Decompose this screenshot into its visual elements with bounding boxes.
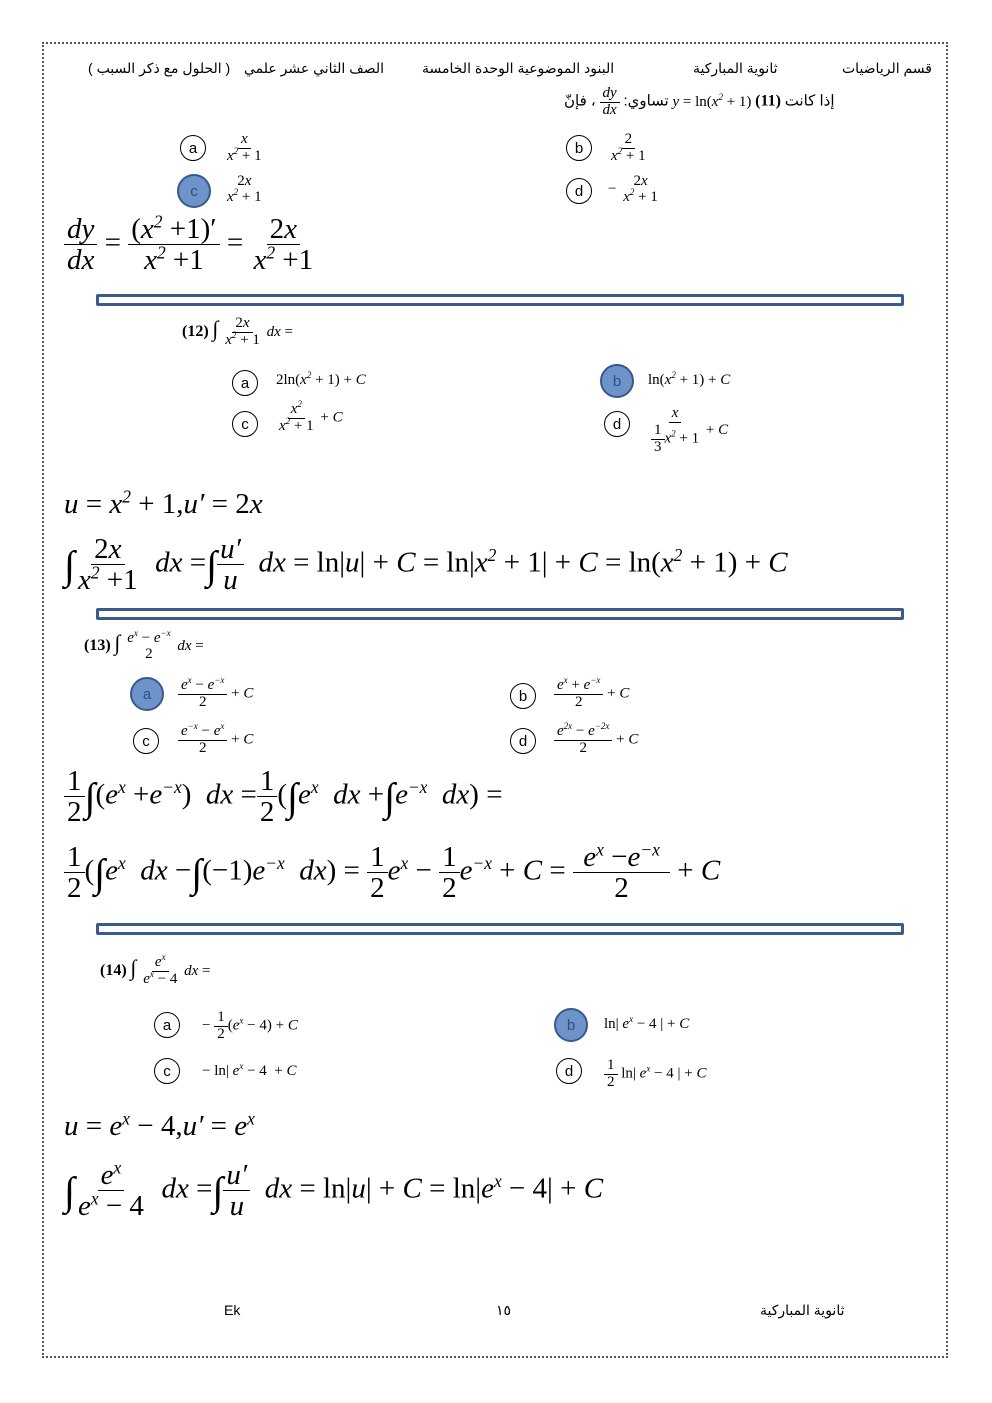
q11-option-d[interactable]: d bbox=[566, 178, 592, 204]
q12-option-d[interactable]: d bbox=[604, 411, 630, 437]
q12-number: (12) bbox=[182, 323, 209, 340]
q11-option-a[interactable]: a bbox=[180, 135, 206, 161]
separator-2 bbox=[96, 608, 904, 620]
q12-option-b-selected[interactable]: b bbox=[600, 364, 634, 398]
q13-option-c-text: $\frac{e^{-x} - e^x}{2}$ + C bbox=[178, 724, 253, 757]
q11-option-d-text: − 2x $x^2 + 1$ bbox=[608, 173, 658, 205]
q12-option-d-text: x $\frac{1}{3}$ $x^2 + 1$ + C bbox=[648, 406, 728, 455]
q14-option-d[interactable]: d bbox=[556, 1058, 582, 1084]
q11-option-b[interactable]: b bbox=[566, 135, 592, 161]
q12-option-a-text: $2\ln(x^2 + 1) + C$ bbox=[276, 370, 366, 388]
q12-option-c-text: $\frac{x^2}{x^2 + 1}$ + C bbox=[279, 399, 343, 434]
header-school: ثانوية المباركية bbox=[693, 60, 778, 76]
q14-option-d-text: $\frac{1}{2}$ ln| $e^x - 4$ | + C bbox=[604, 1058, 707, 1091]
q11-stem-text: إذا كانت bbox=[784, 92, 835, 110]
q12-option-a[interactable]: a bbox=[232, 370, 258, 396]
q14-option-c-text: − ln| $e^x - 4 + C$ bbox=[202, 1061, 297, 1079]
q11-option-a-text: $\frac{x}{x^2 + 1}$ bbox=[227, 131, 262, 164]
q13-solution-line1: $\frac{1}{2}$ $\int(e^x +e^{-x})$ dx = $\frac{1}{2}$ ($\int e^x$ dx $+\int e^{-x}$ dx) = bbox=[64, 766, 503, 828]
q11-stem-then: ، فإنّ bbox=[564, 92, 596, 110]
header-grade: الصف الثاني عشر علمي bbox=[244, 60, 384, 76]
q12-solution-u: $u = x^2 + 1,u' = 2x$ bbox=[64, 486, 263, 520]
footer-left: Ek bbox=[224, 1302, 241, 1318]
q11-option-b-text: $\frac{2}{x^2 + 1}$ bbox=[611, 131, 646, 164]
q12-solution-integral: ∫ $\frac{2x}{x^2 +1}$ dx =∫ $\frac{u'}{u}$ dx = $\ln|u| + C = \ln|x^2 + 1| + C = \ln(x^2 + 1) + C$ bbox=[64, 533, 788, 597]
q11-stem: تساوي: $\frac{dy}{dx}$ ، فإنّ $y = \ln(x^2 + 1)$ إذا كانت (11) bbox=[564, 85, 835, 118]
q11-stem-equals: تساوي: bbox=[623, 92, 669, 110]
header-note: ( الحلول مع ذكر السبب ) bbox=[88, 60, 231, 76]
q14-option-b-text: ln| $e^x - 4$ | + C bbox=[604, 1014, 690, 1032]
q13-option-b-text: $\frac{e^x + e^{-x}}{2}$ + C bbox=[554, 678, 629, 711]
q13-option-d[interactable]: d bbox=[510, 728, 536, 754]
q14-stem: (14) ∫ $\frac{e^x}{e^x - 4}$ dx = bbox=[100, 952, 211, 988]
q11-number: (11) bbox=[755, 92, 781, 110]
q13-option-c[interactable]: c bbox=[133, 728, 159, 754]
q13-number: (13) bbox=[84, 637, 111, 654]
q14-option-a-text: − $\frac{1}{2}$ $(e^x - 4) + C$ bbox=[202, 1009, 298, 1042]
header-unit: البنود الموضوعية الوحدة الخامسة bbox=[422, 60, 615, 76]
footer-school: ثانوية المباركية bbox=[760, 1302, 845, 1318]
q13-option-d-text: $\frac{e^{2x} - e^{-2x}}{2}$ + C bbox=[554, 724, 638, 757]
q11-option-c-text: 2x $x^2 + 1$ bbox=[227, 173, 262, 205]
q14-number: (14) bbox=[100, 962, 127, 979]
q14-solution-u: $u = e^x - 4,u' = e^x$ bbox=[64, 1108, 255, 1142]
header-department: قسم الرياضيات bbox=[842, 60, 932, 76]
q14-option-b-selected[interactable]: b bbox=[554, 1008, 588, 1042]
separator-1 bbox=[96, 294, 904, 306]
q12-option-c[interactable]: c bbox=[232, 411, 258, 437]
q13-option-a-text: $\frac{e^x - e^{-x}}{2}$ + C bbox=[178, 678, 253, 711]
q13-option-b[interactable]: b bbox=[510, 683, 536, 709]
q11-option-c-selected[interactable]: c bbox=[177, 174, 211, 208]
q14-option-a[interactable]: a bbox=[154, 1012, 180, 1038]
q13-solution-line2: $\frac{1}{2}$ ($\int e^x$ dx $-\int(-1)e^{-x}$ dx) = $\frac{1}{2}$ $e^x$ − $\frac{1}{2}$ $e^{-x} + C$ = $\frac{e^x -e^{-x}}{2}$ + C bbox=[64, 842, 720, 904]
separator-3 bbox=[96, 923, 904, 935]
q12-stem: (12) ∫ $\frac{2x}{x^2 + 1}$ dx = bbox=[182, 315, 293, 349]
footer-page-number: ١٥ bbox=[496, 1302, 512, 1318]
q13-stem: (13) ∫ $e^x - e^{-x}$ 2 dx = bbox=[84, 627, 204, 662]
q14-option-c[interactable]: c bbox=[154, 1058, 180, 1084]
q11-solution: $\frac{dy}{dx}$ = $\frac{(x^2 +1)'}{x^2 +1}$ = $\frac{2x}{x^2 +1}$ bbox=[64, 214, 316, 276]
q12-option-b-text: $\ln(x^2 + 1) + C$ bbox=[648, 370, 731, 388]
q13-option-a-selected[interactable]: a bbox=[130, 677, 164, 711]
q14-solution-integral: ∫ $\frac{e^x}{e^x - 4}$ dx =∫ $\frac{u'}{u}$ dx = $\ln|u| + C = \ln|e^x - 4| + C$ bbox=[64, 1157, 604, 1223]
